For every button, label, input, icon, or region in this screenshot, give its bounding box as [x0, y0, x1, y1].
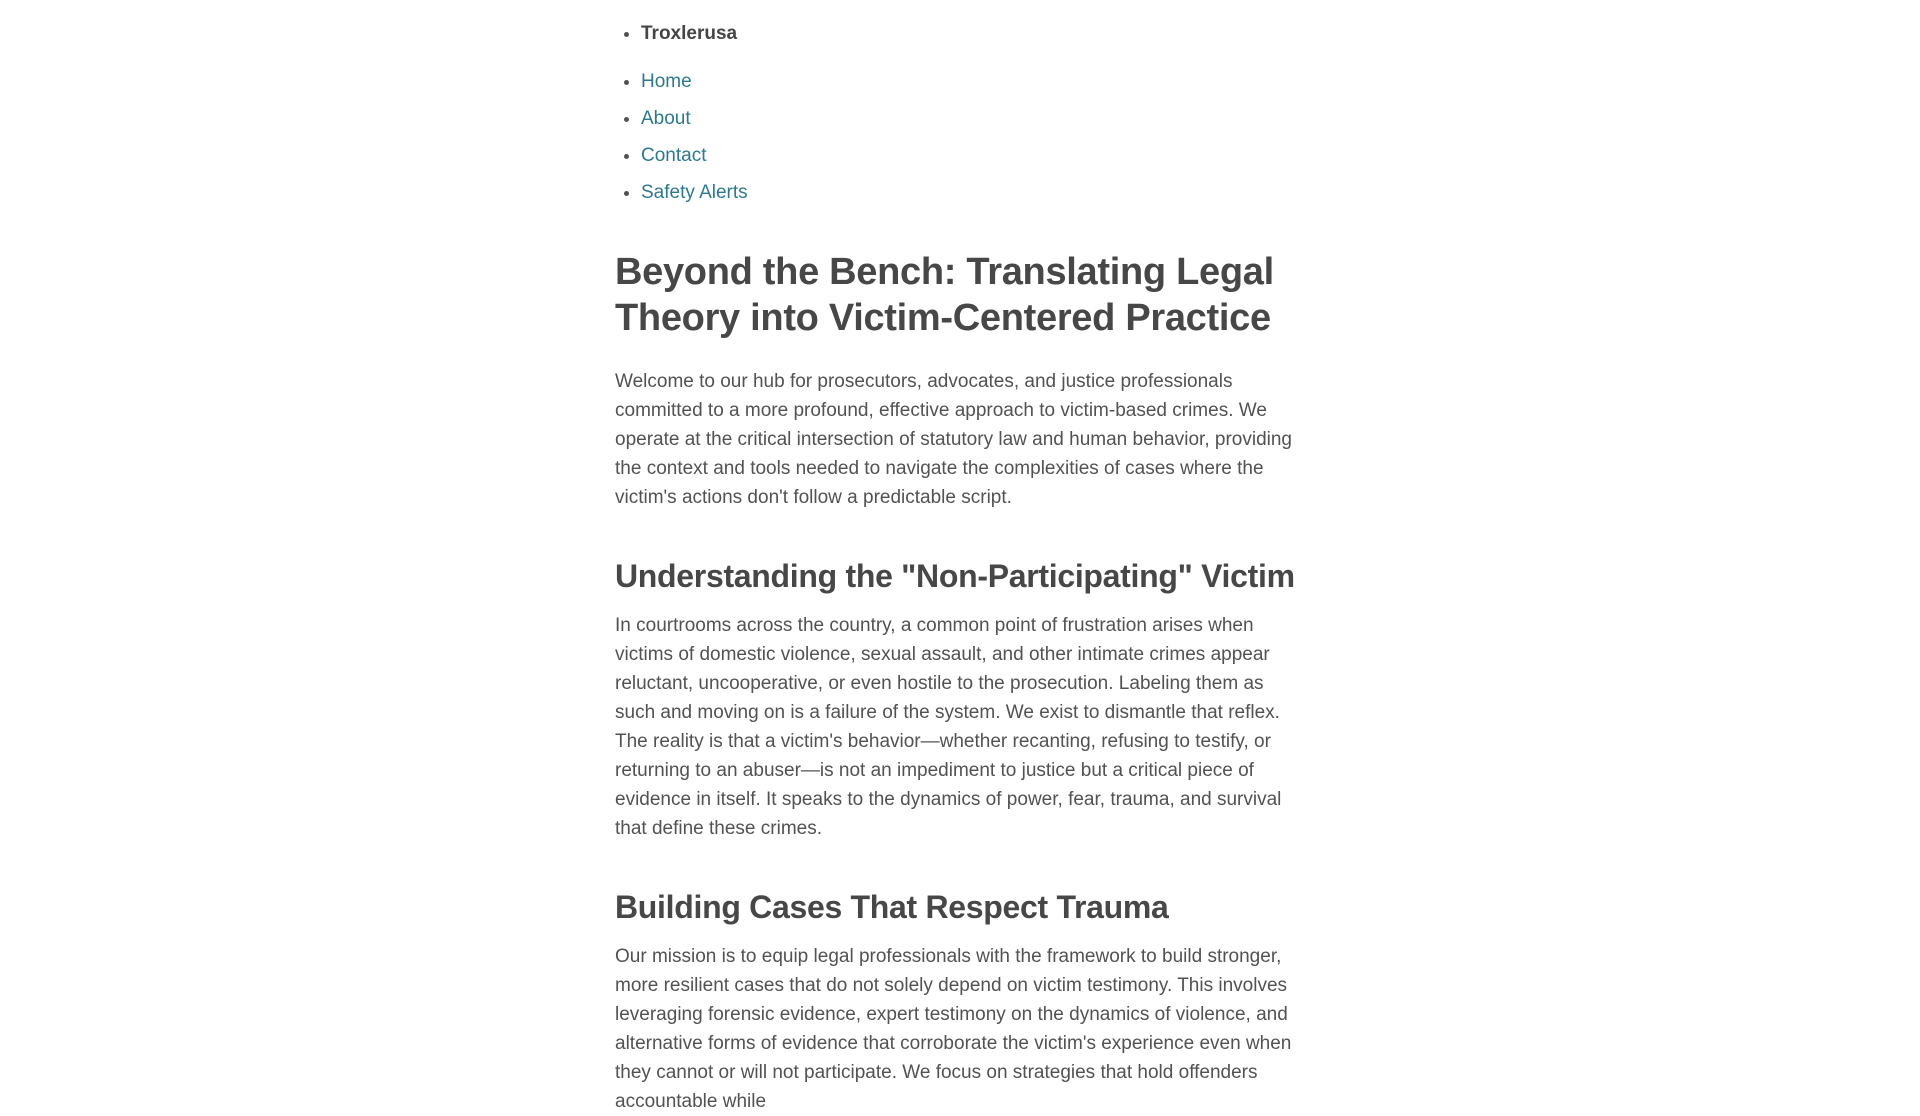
section-heading-respect-trauma: Building Cases That Respect Trauma [615, 889, 1169, 925]
nav-link-safety-alerts[interactable]: Safety Alerts [641, 182, 748, 203]
brand-list [615, 19, 1305, 48]
nav-item [641, 178, 1305, 207]
section-paragraph-non-participating-victim: In courtrooms across the country, a common point of frustration arises when victims of domestic violence, sexual assault, and other intimate crimes appear reluctant, uncooperative, or even hostile to the prosecution. Labeling them as such and moving on is a failure of the system. We exist to dismantle that reflex. The reality is that a victim's behavior—whether recanting, refusing to testify, or returning to an abuser—is not an impediment to justice but a critical piece of evidence in itself. It speaks to the dynamics of power, fear, trauma, and survival that define these crimes. [615, 615, 1282, 839]
section-heading-non-participating-victim: Understanding the "Non-Participating" Victim [615, 558, 1295, 594]
nav-link-contact[interactable]: Contact [641, 145, 707, 166]
nav-item [641, 67, 1305, 96]
section-paragraph-respect-trauma: Our mission is to equip legal professionals with the framework to build stronger, more resilient cases that do not solely depend on victim testimony. This involves leveraging forensic evidence, expert testimony on the dynamics of violence, and alternative forms of evidence that corroborate the victim's experience even when they cannot or will not participate. We focus on strategies that hold offenders accountable while [615, 946, 1292, 1112]
site-brand: Troxlerusa [641, 23, 738, 44]
page-container [615, 0, 1305, 1116]
nav-link-about[interactable]: About [641, 108, 691, 129]
nav-list [615, 67, 1305, 207]
nav-link-home[interactable]: Home [641, 71, 692, 92]
nav-item [641, 104, 1305, 133]
intro-paragraph: Welcome to our hub for prosecutors, advocates, and justice professionals committed to a more profound, effective approach to victim-based crimes. We operate at the critical intersection of statutory law and human behavior, providing the context and tools needed to navigate the complexities of cases where the victim's actions don't follow a predictable script. [615, 371, 1292, 508]
page-title: Beyond the Bench: Translating Legal Theory into Victim-Centered Practice [615, 251, 1274, 339]
nav-item [641, 141, 1305, 170]
brand-item [641, 19, 1305, 48]
